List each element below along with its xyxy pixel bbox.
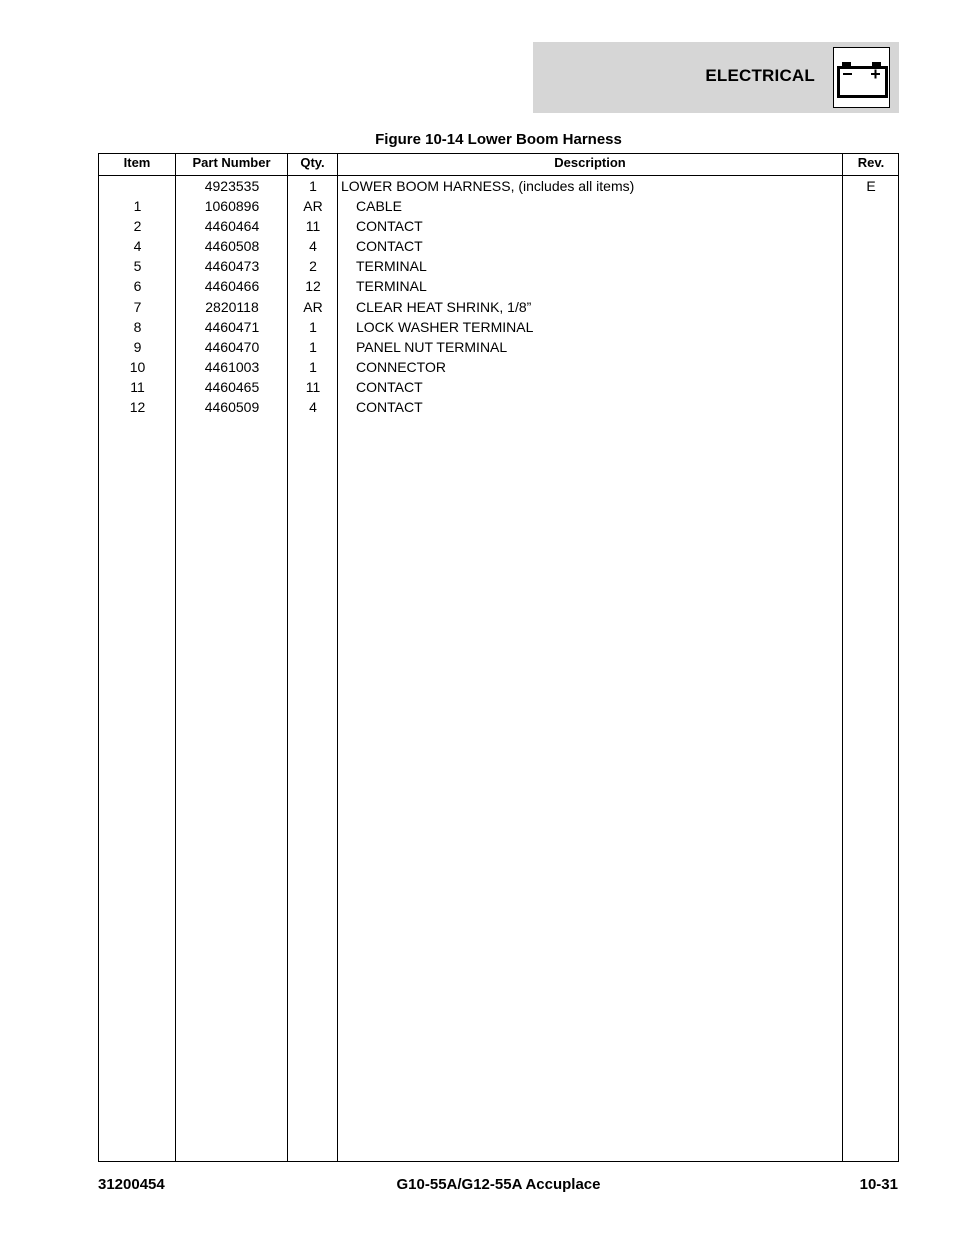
header-qty: Qty.	[300, 155, 325, 170]
cell-part-number: 4460508	[204, 238, 260, 255]
cell-item: 5	[133, 258, 142, 275]
cell-part-number: 4460466	[204, 278, 260, 295]
table-row	[99, 256, 898, 276]
cell-item: 9	[133, 338, 142, 355]
cell-qty: 4	[309, 238, 317, 255]
cell-description: CONNECTOR	[356, 358, 446, 375]
cell-part-number: 4460470	[204, 338, 260, 355]
footer-page-number: 10-31	[859, 1176, 898, 1193]
cell-qty: 1	[309, 358, 317, 375]
cell-item: 10	[129, 358, 146, 375]
table-row	[99, 337, 898, 357]
cell-item: 2	[133, 218, 142, 235]
cell-item: 7	[133, 298, 142, 315]
table-row	[99, 176, 898, 196]
table-row	[99, 276, 898, 296]
cell-part-number: 4460509	[204, 399, 260, 416]
cell-description: CONTACT	[356, 238, 423, 255]
cell-qty: 1	[309, 178, 317, 194]
parts-table	[98, 153, 899, 1162]
footer-model: G10-55A/G12-55A Accuplace	[396, 1176, 601, 1193]
cell-description: TERMINAL	[356, 258, 427, 275]
table-row	[99, 196, 898, 216]
section-tab	[533, 42, 899, 113]
cell-item: 1	[133, 198, 142, 215]
footer-doc-number: 31200454	[98, 1176, 165, 1193]
header-description: Description	[554, 155, 626, 170]
cell-item: 11	[130, 378, 145, 395]
table-row	[99, 377, 898, 397]
cell-description: CONTACT	[356, 378, 423, 395]
cell-description: CLEAR HEAT SHRINK, 1/8”	[356, 298, 532, 315]
table-row	[99, 236, 898, 256]
cell-qty: 1	[309, 338, 317, 355]
cell-item: 4	[133, 238, 142, 255]
figure-title: Figure 10-14 Lower Boom Harness	[375, 131, 622, 148]
table-body	[99, 176, 898, 417]
table-row	[99, 216, 898, 236]
cell-part-number: 4460464	[204, 218, 260, 235]
cell-qty: 12	[305, 278, 321, 295]
table-row	[99, 397, 898, 417]
cell-qty: 11	[305, 378, 321, 395]
table-row	[99, 297, 898, 317]
cell-part-number: 4460465	[204, 378, 260, 395]
cell-part-number: 4460471	[204, 318, 260, 335]
cell-part-number: 4923535	[204, 178, 260, 194]
cell-description: LOWER BOOM HARNESS, (includes all items)	[341, 178, 635, 194]
cell-part-number: 1060896	[204, 198, 260, 215]
cell-item: 6	[133, 278, 142, 295]
section-title: ELECTRICAL	[705, 66, 815, 85]
cell-part-number: 4461003	[204, 358, 260, 375]
cell-item: 8	[133, 318, 142, 335]
battery-icon	[833, 47, 890, 108]
cell-qty: 11	[305, 218, 321, 235]
cell-description: TERMINAL	[356, 278, 427, 295]
cell-qty: AR	[303, 298, 323, 315]
table-row	[99, 317, 898, 337]
cell-description: CABLE	[356, 198, 402, 215]
cell-qty: 2	[309, 258, 317, 275]
cell-description: CONTACT	[356, 218, 423, 235]
cell-part-number: 4460473	[204, 258, 260, 275]
cell-part-number: 2820118	[205, 298, 259, 315]
header-rev: Rev.	[857, 155, 885, 170]
cell-qty: 1	[309, 318, 317, 335]
header-item: Item	[123, 155, 151, 170]
cell-rev: E	[866, 178, 876, 194]
cell-item: 12	[129, 399, 146, 416]
cell-description: LOCK WASHER TERMINAL	[356, 318, 534, 335]
cell-qty: AR	[303, 198, 323, 215]
header-part-number: Part Number	[192, 155, 271, 170]
cell-description: CONTACT	[356, 399, 423, 416]
table-row	[99, 357, 898, 377]
cell-description: PANEL NUT TERMINAL	[356, 338, 508, 355]
cell-qty: 4	[309, 399, 317, 416]
